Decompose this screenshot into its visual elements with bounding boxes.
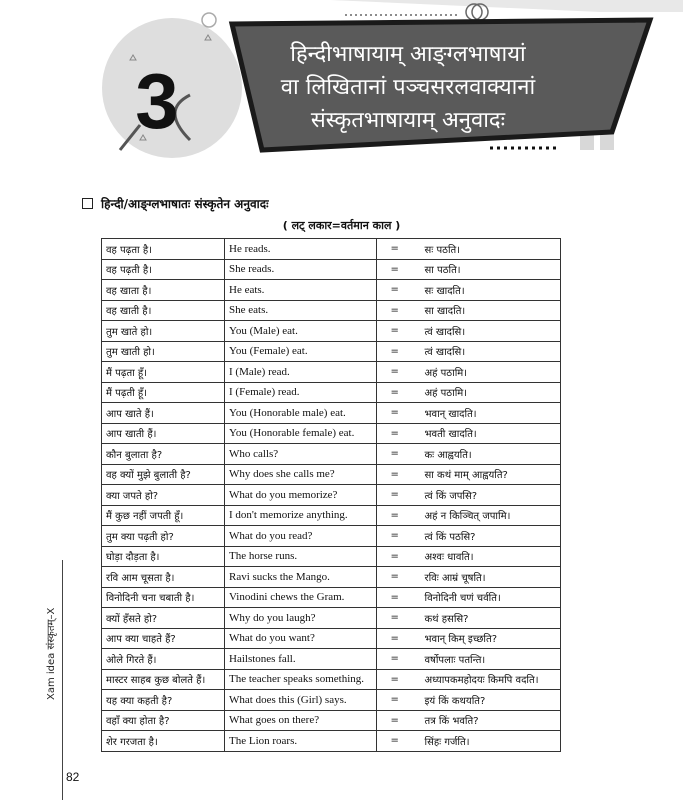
english-cell: Why do you laugh? [225,608,377,629]
table-row [102,259,561,280]
english-cell: What do you read? [225,526,377,547]
sanskrit-cell: भवती खादति। [413,423,561,444]
section-subheading: ( लट् लकार=वर्तमान काल ) [282,219,401,232]
english-cell: You (Honorable male) eat. [225,403,377,424]
hindi-cell: वह क्यों मुझे बुलाती है? [102,464,225,485]
equals-cell: = [377,628,413,649]
hindi-cell: वह खाता है। [102,280,225,301]
hindi-cell: आप खाते हैं। [102,403,225,424]
title-line: संस्कृतभाषायाम् अनुवादः [310,108,506,133]
table-row [102,505,561,526]
sanskrit-cell: त्वं किं जपसि? [413,485,561,506]
table-row [102,280,561,301]
hindi-cell: तुम खाती हो। [102,341,225,362]
equals-cell: = [377,587,413,608]
table-row [102,690,561,711]
equals-cell: = [377,546,413,567]
equals-cell: = [377,280,413,301]
english-cell: You (Male) eat. [225,321,377,342]
equals-cell: = [377,710,413,731]
chapter-number: 3 [135,57,179,145]
english-cell: What goes on there? [225,710,377,731]
hindi-cell: वह पढ़ती है। [102,259,225,280]
title-line: वा लिखितानां पञ्चसरलवाक्यानां [280,75,536,100]
sanskrit-cell: कथं हससि? [413,608,561,629]
hindi-cell: शेर गरजता है। [102,731,225,752]
table-row [102,649,561,670]
english-cell: The Lion roars. [225,731,377,752]
sanskrit-cell: इयं किं कथयति? [413,690,561,711]
equals-cell: = [377,567,413,588]
table-row [102,587,561,608]
table-row [102,526,561,547]
sanskrit-cell: भवान् किम् इच्छति? [413,628,561,649]
english-cell: She eats. [225,300,377,321]
english-cell: You (Honorable female) eat. [225,423,377,444]
sanskrit-cell: कः आह्वयति। [413,444,561,465]
sanskrit-cell: रविः आम्रं चूषति। [413,567,561,588]
sanskrit-cell: त्वं खादसि। [413,321,561,342]
hindi-cell: आप क्या चाहते हैं? [102,628,225,649]
sanskrit-cell: भवान् खादति। [413,403,561,424]
table-row [102,403,561,424]
table-row [102,423,561,444]
equals-cell: = [377,649,413,670]
equals-cell: = [377,690,413,711]
table-row [102,546,561,567]
hindi-cell: मैं पढ़ता हूँ। [102,362,225,383]
hindi-cell: क्यों हँसते हो? [102,608,225,629]
equals-cell: = [377,239,413,260]
english-cell: He eats. [225,280,377,301]
equals-cell: = [377,526,413,547]
equals-cell: = [377,259,413,280]
section-heading-text: हिन्दी/आङ्ग्लभाषातः संस्कृतेन अनुवादः [101,197,269,211]
sanskrit-cell: अश्वः धावति। [413,546,561,567]
sanskrit-cell: विनोदिनी चणं चर्वति। [413,587,561,608]
english-cell: Hailstones fall. [225,649,377,670]
hindi-cell: विनोदिनी चना चबाती है। [102,587,225,608]
english-cell: He reads. [225,239,377,260]
section-heading [82,195,269,212]
sanskrit-cell: अहं पठामि। [413,362,561,383]
hindi-cell: तुम खाते हो। [102,321,225,342]
english-cell: She reads. [225,259,377,280]
english-cell: Ravi sucks the Mango. [225,567,377,588]
hindi-cell: ओले गिरते हैं। [102,649,225,670]
hindi-cell: क्या जपते हो? [102,485,225,506]
hindi-cell: वह खाती है। [102,300,225,321]
english-cell: What do you memorize? [225,485,377,506]
equals-cell: = [377,669,413,690]
table-row [102,628,561,649]
hindi-cell: रवि आम चूसता है। [102,567,225,588]
sanskrit-cell: तत्र किं भवति? [413,710,561,731]
sanskrit-cell: सा पठति। [413,259,561,280]
english-cell: The horse runs. [225,546,377,567]
decor-stripe [330,0,683,12]
english-cell: What does this (Girl) says. [225,690,377,711]
equals-cell: = [377,321,413,342]
english-cell: Vinodini chews the Gram. [225,587,377,608]
equals-cell: = [377,464,413,485]
english-cell: I (Female) read. [225,382,377,403]
english-cell: The teacher speaks something. [225,669,377,690]
english-cell: You (Female) eat. [225,341,377,362]
equals-cell: = [377,300,413,321]
equals-cell: = [377,362,413,383]
table-row [102,669,561,690]
side-divider [62,560,63,800]
table-row [102,362,561,383]
checkbox-icon [82,198,93,209]
translation-table [101,238,561,752]
equals-cell: = [377,341,413,362]
table-row [102,464,561,485]
hindi-cell: मैं पढ़ती हूँ। [102,382,225,403]
decor-ring [202,13,216,27]
english-cell: Who calls? [225,444,377,465]
english-cell: Why does she calls me? [225,464,377,485]
sanskrit-cell: सा खादति। [413,300,561,321]
page-number: 82 [66,770,80,784]
table-row [102,382,561,403]
chapter-header [0,0,683,170]
book-label: Xam idea संस्कृतम्–X [46,607,57,700]
english-cell: What do you want? [225,628,377,649]
table-row [102,341,561,362]
table-row [102,608,561,629]
table-row [102,321,561,342]
sanskrit-cell: अहं पठामि। [413,382,561,403]
equals-cell: = [377,403,413,424]
hindi-cell: वह पढ़ता है। [102,239,225,260]
table-row [102,731,561,752]
sanskrit-cell: अध्यापकमहोदयः किमपि वदति। [413,669,561,690]
sanskrit-cell: त्वं खादसि। [413,341,561,362]
sanskrit-cell: त्वं किं पठसि? [413,526,561,547]
table-row [102,485,561,506]
equals-cell: = [377,444,413,465]
sanskrit-cell: वर्षोपलाः पतन्ति। [413,649,561,670]
english-cell: I don't memorize anything. [225,505,377,526]
title-line: हिन्दीभाषायाम् आङ्ग्लभाषायां [290,42,526,67]
sanskrit-cell: सा कथं माम् आह्वयति? [413,464,561,485]
sanskrit-cell: सः खादति। [413,280,561,301]
hindi-cell: घोड़ा दौड़ता है। [102,546,225,567]
table-row [102,710,561,731]
hindi-cell: मैं कुछ नहीं जपती हूँ। [102,505,225,526]
sanskrit-cell: सिंहः गर्जति। [413,731,561,752]
table-row [102,300,561,321]
equals-cell: = [377,423,413,444]
hindi-cell: आप खाती हैं। [102,423,225,444]
english-cell: I (Male) read. [225,362,377,383]
sanskrit-cell: सः पठति। [413,239,561,260]
hindi-cell: कौन बुलाता है? [102,444,225,465]
equals-cell: = [377,485,413,506]
equals-cell: = [377,608,413,629]
hindi-cell: वहाँ क्या होता है? [102,710,225,731]
table-row [102,567,561,588]
equals-cell: = [377,505,413,526]
table-row [102,239,561,260]
hindi-cell: मास्टर साहब कुछ बोलते हैं। [102,669,225,690]
equals-cell: = [377,382,413,403]
hindi-cell: यह क्या कहती है? [102,690,225,711]
table-row [102,444,561,465]
equals-cell: = [377,731,413,752]
hindi-cell: तुम क्या पढ़ती हो? [102,526,225,547]
chapter-title [238,38,578,137]
sanskrit-cell: अहं न किञ्चित् जपामि। [413,505,561,526]
